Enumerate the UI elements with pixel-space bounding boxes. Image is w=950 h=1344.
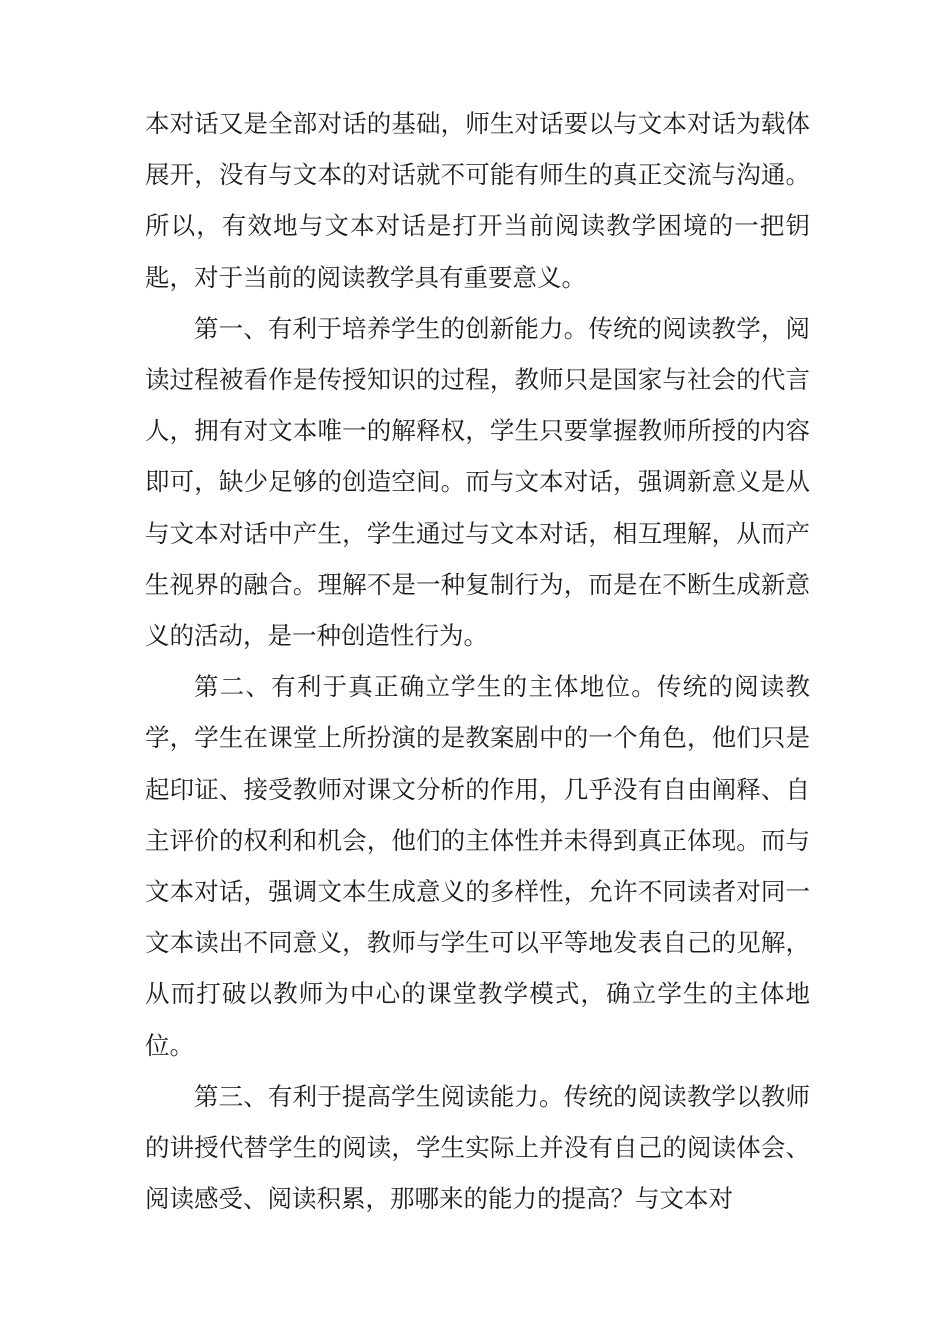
- paragraph-point-two: 第二、有利于真正确立学生的主体地位。传统的阅读教学，学生在课堂上所扮演的是教案剧中的一个角色，他们只是起印证、接受教师对课文分析的作用，几乎没有自由阐释、自主评价的权利和机会，他们的主体性并未得到真正体现。而与文本对话，强调文本生成意义的多样性，允许不同读者对同一文本读出不同意义，教师与学生可以平等地发表自己的见解，从而打破以教师为中心的课堂教学模式，确立学生的主体地位。: [145, 672, 810, 1060]
- paragraph-continuation: 本对话又是全部对话的基础，师生对话要以与文本对话为载体展开，没有与文本的对话就不可能有师生的真正交流与沟通。所以，有效地与文本对话是打开当前阅读教学困境的一把钥匙，对于当前的阅读教学具有重要意义。: [145, 109, 810, 292]
- body-text: [145, 98, 810, 1224]
- paragraph-point-one: 第一、有利于培养学生的创新能力。传统的阅读教学，阅读过程被看作是传授知识的过程，教师只是国家与社会的代言人，拥有对文本唯一的解释权，学生只要掌握教师所授的内容即可，缺少足够的创造空间。而与文本对话，强调新意义是从与文本对话中产生，学生通过与文本对话，相互理解，从而产生视界的融合。理解不是一种复制行为，而是在不断生成新意义的活动，是一种创造性行为。: [145, 313, 810, 651]
- paragraph-point-three: 第三、有利于提高学生阅读能力。传统的阅读教学以教师的讲授代替学生的阅读，学生实际上并没有自己的阅读体会、阅读感受、阅读积累，那哪来的能力的提高？与文本对: [145, 1081, 810, 1214]
